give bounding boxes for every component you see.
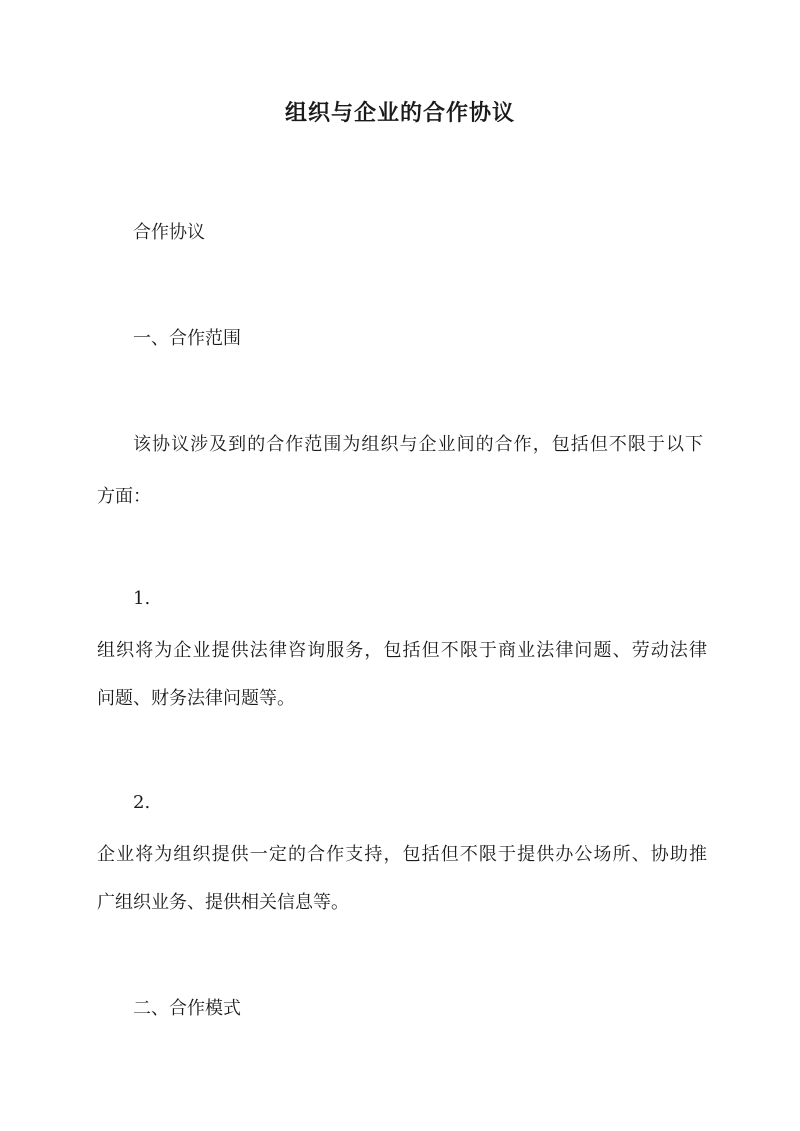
list-item-2-line-1: 企业将为组织提供一定的合作支持，包括但不限于提供办公场所、协助推 — [97, 844, 707, 865]
list-item-1-line-1: 组织将为企业提供法律咨询服务，包括但不限于商业法律问题、劳动法律 — [97, 640, 707, 661]
list-item-number-2: 2. — [133, 792, 151, 813]
list-item-1-line-2: 问题、财务法律问题等。 — [97, 688, 295, 709]
section-heading-mode: 二、合作模式 — [133, 998, 241, 1019]
list-item-number-1: 1. — [133, 588, 151, 609]
section-heading-scope: 一、合作范围 — [133, 328, 241, 349]
scope-intro-line-1: 该协议涉及到的合作范围为组织与企业间的合作，包括但不限于以下 — [133, 434, 703, 455]
document-title: 组织与企业的合作协议 — [284, 100, 515, 126]
agreement-subtitle: 合作协议 — [133, 222, 205, 243]
list-item-2-line-2: 广组织业务、提供相关信息等。 — [97, 892, 349, 913]
scope-intro-line-2: 方面： — [97, 486, 151, 507]
